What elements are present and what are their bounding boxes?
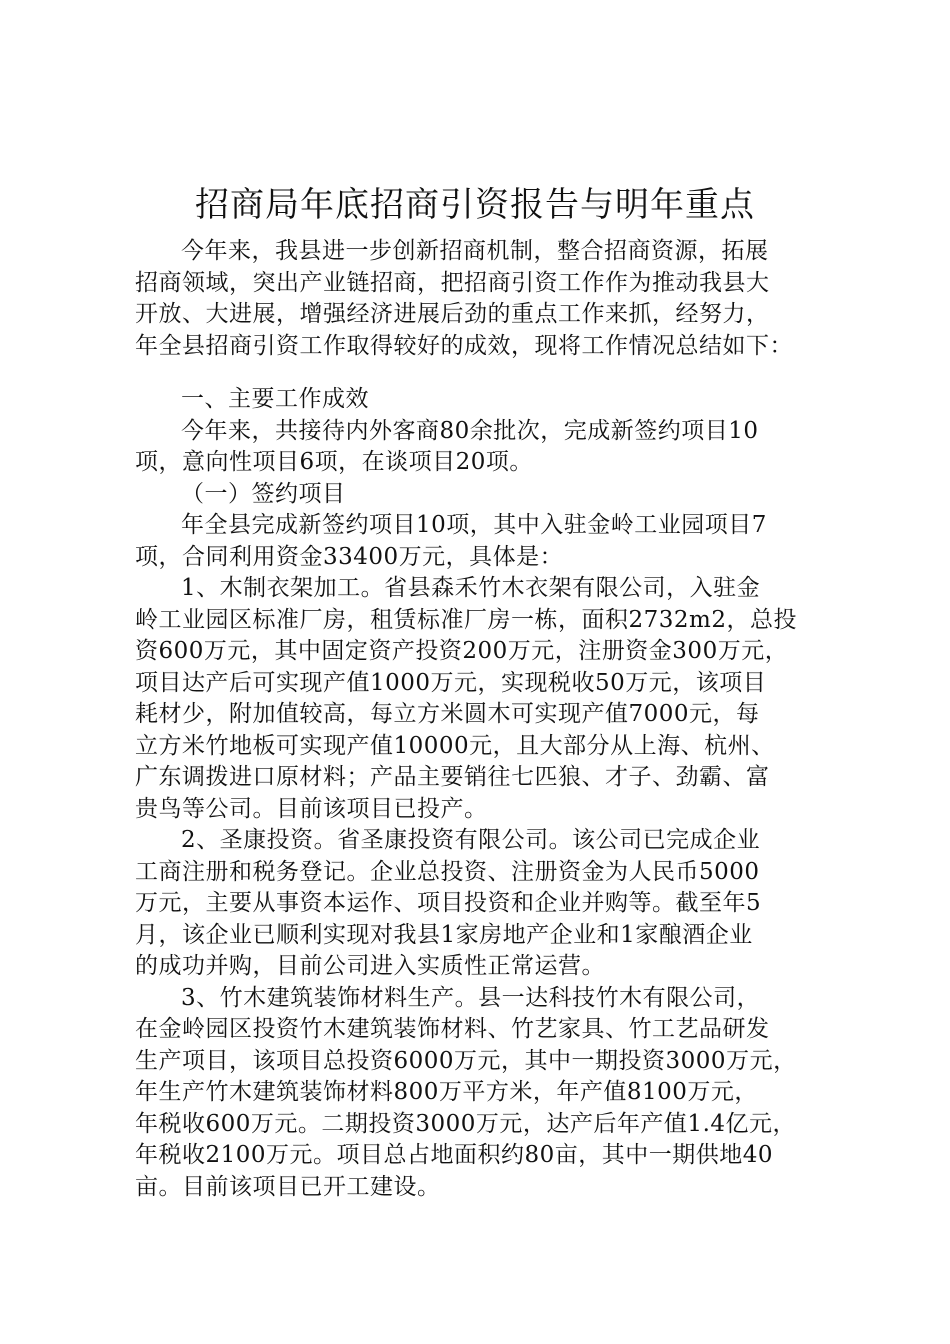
text-line: 今年来，共接待内外客商80余批次，完成新签约项目10 <box>181 417 759 444</box>
text-line: 年税收600万元。二期投资3000万元，达产后年产值1.4亿元， <box>135 1110 797 1137</box>
text-line: 今年来，我县进一步创新招商机制，整合招商资源，拓展 <box>181 238 769 264</box>
intro-paragraph <box>135 236 835 362</box>
text-line: 立方米竹地板可实现产值10000元，且大部分从上海、杭州、 <box>135 732 775 759</box>
text-line: 招商领域，突出产业链招商，把招商引资工作作为推动我县大 <box>135 269 770 296</box>
text-line: 开放、大进展，增强经济进展后劲的重点工作来抓，经努力， <box>135 301 770 327</box>
text-line: 耗材少，附加值较高，每立方米圆木可实现产值7000元，每 <box>135 701 760 727</box>
text-line: 项目达产后可实现产值1000万元，实现税收50万元，该项目 <box>135 669 767 696</box>
text-line: 广东调拨进口原材料；产品主要销往七匹狼、才子、劲霸、富 <box>135 764 770 790</box>
text-line: 项，合同利用资金33400万元，具体是： <box>135 543 564 570</box>
text-line: 万元，主要从事资本运作、项目投资和企业并购等。截至年5 <box>135 890 762 916</box>
project-item-paragraph <box>135 825 835 983</box>
text-line: 年税收2100万元。项目总占地面积约80亩，其中一期供地40 <box>135 1142 774 1168</box>
text-line: 项，意向性项目6项，在谈项目20项。 <box>135 449 533 475</box>
text-line: 1、木制衣架加工。省县森禾竹木衣架有限公司，入驻金 <box>181 575 761 601</box>
text-line: 的成功并购，目前公司进入实质性正常运营。 <box>135 953 605 979</box>
text-line: 2、圣康投资。省圣康投资有限公司。该公司已完成企业 <box>181 827 761 853</box>
text-line: 在金岭园区投资竹木建筑装饰材料、竹艺家具、竹工艺品研发 <box>135 1016 770 1042</box>
section-heading: 一、主要工作成效 <box>181 386 369 412</box>
text-line: 贵鸟等公司。目前该项目已投产。 <box>135 795 488 822</box>
text-line: 月，该企业已顺利实现对我县1家房地产企业和1家酿酒企业 <box>135 921 753 948</box>
project-item-paragraph <box>135 573 835 825</box>
page-title: 招商局年底招商引资报告与明年重点 <box>195 185 755 225</box>
text-line: 年全县招商引资工作取得较好的成效，现将工作情况总结如下： <box>135 332 793 359</box>
text-line: 3、竹木建筑装饰材料生产。县一达科技竹木有限公司， <box>181 984 761 1011</box>
text-line: 亩。目前该项目已开工建设。 <box>135 1173 441 1200</box>
text-line: 岭工业园区标准厂房，租赁标准厂房一栋，面积2732m2，总投 <box>135 606 797 633</box>
subsection-heading: （一）签约项目 <box>181 480 346 507</box>
text-line: 生产项目，该项目总投资6000万元，其中一期投资3000万元， <box>135 1047 797 1074</box>
subsection-summary-paragraph <box>135 510 835 573</box>
text-line: 年生产竹木建筑装饰材料800万平方米，年产值8100万元， <box>135 1079 758 1105</box>
project-item-paragraph <box>135 983 835 1204</box>
document-body <box>135 236 835 1203</box>
text-line: 资600万元，其中固定资产投资200万元，注册资金300万元， <box>135 638 789 664</box>
text-line: 年全县完成新签约项目10项，其中入驻金岭工业园项目7 <box>181 512 767 538</box>
text-line: 工商注册和税务登记。企业总投资、注册资金为人民币5000 <box>135 858 760 885</box>
section-summary-paragraph <box>135 416 835 479</box>
